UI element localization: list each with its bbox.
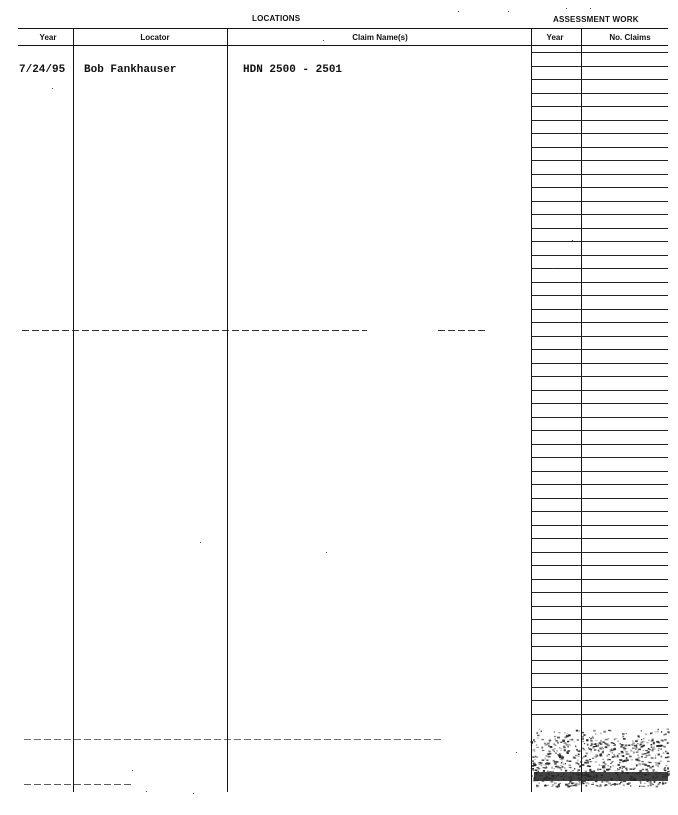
assessment-ruled-line — [531, 336, 668, 337]
assessment-ruled-line — [531, 633, 668, 634]
assessment-ruled-line — [531, 349, 668, 350]
scan-speck — [193, 793, 194, 794]
assessment-ruled-line — [531, 187, 668, 188]
assessment-ruled-line — [531, 525, 668, 526]
assessment-ruled-line — [531, 376, 668, 377]
assessment-ruled-line — [531, 592, 668, 593]
locations-header: LOCATIONS — [252, 14, 301, 23]
assessment-work-header: ASSESSMENT WORK — [553, 15, 639, 24]
assessment-ruled-line — [531, 174, 668, 175]
scan-speck — [323, 40, 324, 41]
scan-speck — [566, 8, 567, 9]
header-top-rule — [18, 28, 668, 29]
assessment-ruled-line — [531, 457, 668, 458]
assessment-ruled-line — [531, 66, 668, 67]
assessment-ruled-line — [531, 565, 668, 566]
assessment-ruled-line — [531, 687, 668, 688]
assessment-ruled-line — [531, 714, 668, 715]
scan-artifact-line — [438, 330, 488, 331]
assessment-ruled-line — [531, 295, 668, 296]
assessment-ruled-line — [531, 619, 668, 620]
assessment-ruled-line — [531, 241, 668, 242]
assessment-ruled-line — [531, 471, 668, 472]
scan-speck — [516, 752, 517, 753]
assessment-ruled-line — [531, 673, 668, 674]
column-divider-locator — [227, 28, 228, 792]
assessment-ruled-line — [531, 52, 668, 53]
assessment-ruled-line — [531, 268, 668, 269]
assessment-ruled-line — [531, 430, 668, 431]
column-divider-assessment — [581, 28, 582, 792]
assessment-ruled-line — [531, 700, 668, 701]
assessment-ruled-line — [531, 403, 668, 404]
assessment-ruled-line — [531, 214, 668, 215]
assessment-ruled-line — [531, 120, 668, 121]
scan-artifact-line — [22, 330, 367, 331]
scan-speck — [200, 542, 201, 543]
column-header-claim-names: Claim Name(s) — [352, 33, 408, 42]
assessment-ruled-line — [531, 552, 668, 553]
entry-date: 7/24/95 — [19, 64, 66, 76]
assessment-ruled-line — [531, 417, 668, 418]
assessment-ruled-line — [531, 106, 668, 107]
column-header-no-claims: No. Claims — [609, 33, 651, 42]
scan-speck — [553, 268, 554, 269]
assessment-ruled-line — [531, 538, 668, 539]
column-divider-claims — [531, 28, 532, 792]
assessment-ruled-line — [531, 147, 668, 148]
scan-speck — [590, 8, 591, 9]
assessment-ruled-line — [531, 133, 668, 134]
entry-claim-names: HDN 2500 - 2501 — [243, 64, 343, 76]
assessment-ruled-line — [531, 444, 668, 445]
assessment-ruled-line — [531, 282, 668, 283]
entry-locator: Bob Fankhauser — [84, 64, 177, 76]
column-header-assessment-year: Year — [546, 33, 564, 42]
scan-speck — [572, 240, 573, 241]
scan-speck — [326, 552, 327, 553]
column-divider-year — [73, 28, 74, 792]
scan-speck — [52, 88, 53, 89]
assessment-ruled-line — [531, 322, 668, 323]
column-header-locator: Locator — [140, 33, 170, 42]
assessment-ruled-line — [531, 93, 668, 94]
scan-artifact-line — [24, 784, 134, 785]
assessment-ruled-line — [531, 511, 668, 512]
scan-noise-block — [530, 728, 670, 788]
assessment-ruled-line — [531, 228, 668, 229]
scan-speck — [146, 791, 147, 792]
assessment-ruled-line — [531, 484, 668, 485]
scan-speck — [508, 11, 509, 12]
assessment-ruled-line — [531, 363, 668, 364]
scan-speck — [458, 11, 459, 12]
assessment-ruled-line — [531, 201, 668, 202]
assessment-ruled-line — [531, 660, 668, 661]
assessment-ruled-line — [531, 255, 668, 256]
assessment-ruled-line — [531, 498, 668, 499]
assessment-ruled-line — [531, 646, 668, 647]
column-header-year: Year — [39, 33, 57, 42]
assessment-ruled-line — [531, 309, 668, 310]
header-bottom-rule — [18, 45, 668, 46]
assessment-ruled-line — [531, 606, 668, 607]
assessment-ruled-line — [531, 79, 668, 80]
assessment-ruled-line — [531, 160, 668, 161]
assessment-ruled-line — [531, 390, 668, 391]
scan-speck — [132, 770, 133, 771]
scan-artifact-line — [24, 739, 444, 740]
assessment-ruled-line — [531, 579, 668, 580]
